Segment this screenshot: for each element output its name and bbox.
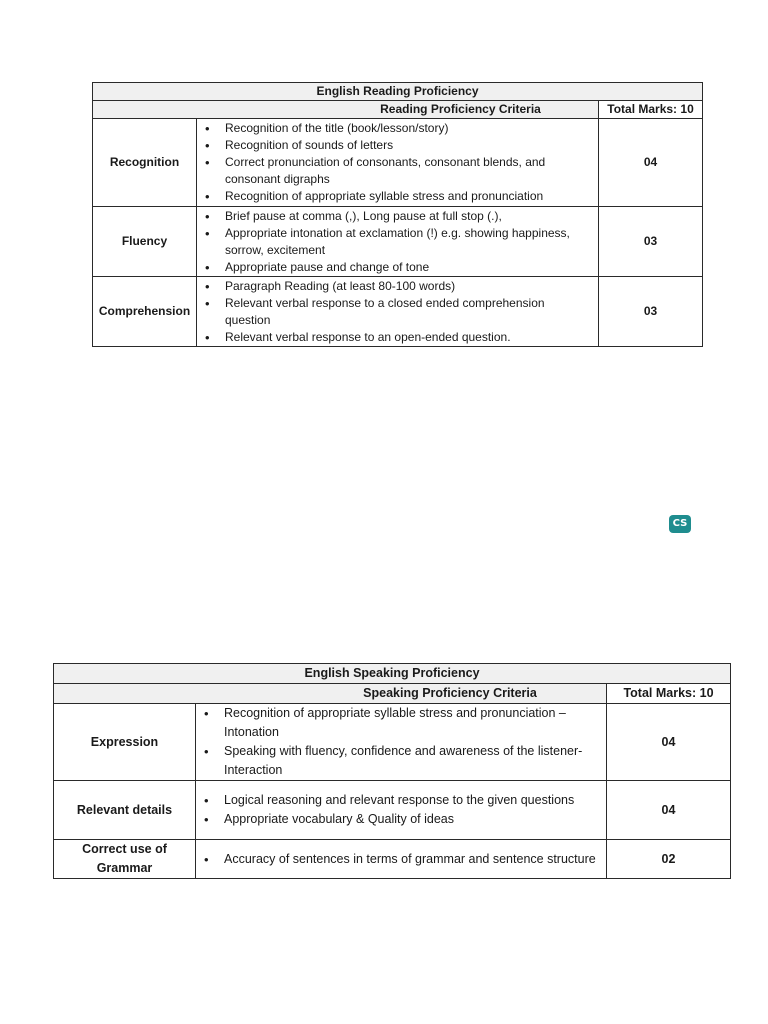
- list-item: • Appropriate intonation at exclamation (!) e.g. showing happiness, sorrow, excitement: [225, 225, 592, 259]
- list-item: • Relevant verbal response to a closed ended comprehension question: [225, 295, 592, 329]
- speaking-total-marks: Total Marks: 10: [607, 684, 731, 704]
- criteria-list: [196, 704, 606, 780]
- reading-total-marks: Total Marks: 10: [599, 101, 703, 119]
- table-row: [93, 207, 703, 277]
- reading-table-title: English Reading Proficiency: [93, 83, 703, 101]
- category-label: Relevant details: [54, 781, 196, 840]
- marks-value: 03: [599, 277, 703, 347]
- table-row: [54, 704, 731, 781]
- marks-value: 04: [607, 704, 731, 781]
- reading-proficiency-table: [92, 82, 703, 347]
- category-label: Fluency: [93, 207, 197, 277]
- list-item: • Appropriate pause and change of tone: [225, 259, 592, 276]
- speaking-table-title: English Speaking Proficiency: [54, 664, 731, 684]
- criteria-list: [196, 850, 606, 869]
- list-item: • Recognition of appropriate syllable stress and pronunciation: [225, 188, 592, 205]
- list-item: • Speaking with fluency, confidence and awareness of the listener- Interaction: [224, 742, 600, 780]
- criteria-list: [196, 791, 606, 829]
- category-label: Expression: [54, 704, 196, 781]
- cs-logo-icon: CS: [669, 515, 691, 533]
- table-row: [93, 119, 703, 207]
- list-item: • Appropriate vocabulary & Quality of ideas: [224, 810, 600, 829]
- criteria-list: [197, 208, 598, 276]
- list-item: • Logical reasoning and relevant response to the given questions: [224, 791, 600, 810]
- marks-value: 02: [607, 840, 731, 879]
- list-item: • Recognition of the title (book/lesson/story): [225, 120, 592, 137]
- category-label: Correct use of Grammar: [54, 840, 196, 879]
- list-item: • Accuracy of sentences in terms of grammar and sentence structure: [224, 850, 600, 869]
- criteria-list: [197, 120, 598, 205]
- reading-criteria-header: Reading Proficiency Criteria: [93, 101, 599, 119]
- marks-value: 04: [607, 781, 731, 840]
- list-item: • Correct pronunciation of consonants, consonant blends, and consonant digraphs: [225, 154, 592, 188]
- table-row: [54, 781, 731, 840]
- list-item: • Relevant verbal response to an open-ended question.: [225, 329, 592, 346]
- table-row: [54, 840, 731, 879]
- list-item: • Brief pause at comma (,), Long pause at full stop (.),: [225, 208, 592, 225]
- criteria-list: [197, 278, 598, 346]
- speaking-criteria-header: Speaking Proficiency Criteria: [54, 684, 607, 704]
- marks-value: 03: [599, 207, 703, 277]
- marks-value: 04: [599, 119, 703, 207]
- list-item: • Recognition of sounds of letters: [225, 137, 592, 154]
- category-label: Comprehension: [93, 277, 197, 347]
- speaking-proficiency-table: [53, 663, 731, 879]
- table-row: [93, 277, 703, 347]
- category-label: Recognition: [93, 119, 197, 207]
- list-item: • Paragraph Reading (at least 80-100 words): [225, 278, 592, 295]
- list-item: • Recognition of appropriate syllable stress and pronunciation – Intonation: [224, 704, 600, 742]
